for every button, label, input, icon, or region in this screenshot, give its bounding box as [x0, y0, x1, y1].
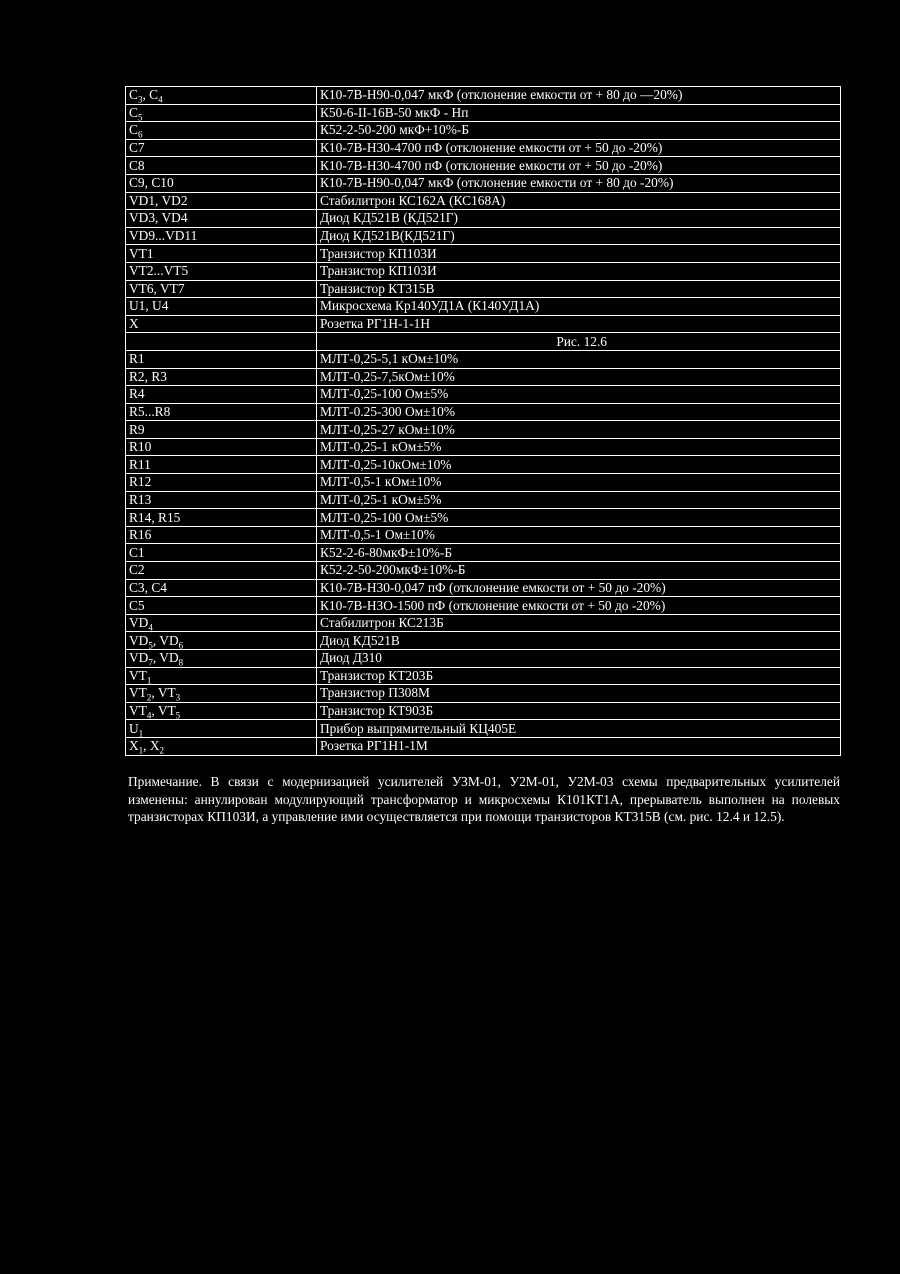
designation-cell: С5 — [126, 597, 317, 615]
table-row — [126, 597, 841, 615]
table-row — [126, 386, 841, 404]
table-row — [126, 210, 841, 228]
designation-cell: R13 — [126, 491, 317, 509]
part-cell: Транзистор КТ315В — [317, 280, 841, 298]
designation-cell: $VD_5$, $VD_6$ — [126, 632, 317, 650]
table-row — [126, 192, 841, 210]
part-cell: Диод КД521В (КД521Г) — [317, 210, 841, 228]
table-row — [126, 245, 841, 263]
designation-cell: R9 — [126, 421, 317, 439]
note-paragraph: Примечание. В связи с модернизацией усилителей УЗМ-01, У2М-01, У2М-03 схемы предварительных усилителей изменены: аннулирован модулирующий трансформатор и микросхемы К101КТ1А, прерыватель выполнен на полевых транзисторах КП103И, а управление ими осуществляется при помощи транзисторов КТ315В (см. рис. 12.4 и 12.5). — [128, 774, 840, 824]
table-row — [126, 526, 841, 544]
designation-cell: $X_1$, $X_2$ — [126, 737, 317, 755]
part-cell: МЛТ-0,25-100 Ом±5% — [317, 386, 841, 404]
part-cell: К52-2-50-200 мкФ+10%-Б — [317, 122, 841, 140]
part-cell: Микросхема Кр140УД1А (К140УД1А) — [317, 298, 841, 316]
table-row — [126, 368, 841, 386]
part-cell: К10-7В-Н30-4700 пФ (отклонение емкости от + 50 до -20%) — [317, 139, 841, 157]
designation-cell: R14, R15 — [126, 509, 317, 527]
designation-cell: R11 — [126, 456, 317, 474]
table-row — [126, 280, 841, 298]
part-cell: Розетка РГ1Н1-1М — [317, 737, 841, 755]
designation-cell: VT2...VT5 — [126, 262, 317, 280]
part-cell: К52-2-50-200мкФ±10%-Б — [317, 562, 841, 580]
part-cell: МЛТ-0,25-1 кОм±5% — [317, 491, 841, 509]
part-cell: МЛТ-0,5-1 кОм±10% — [317, 474, 841, 492]
part-cell: К10-7В-Н30-4700 пФ (отклонение емкости от + 50 до -20%) — [317, 157, 841, 175]
part-cell: Транзистор КП103И — [317, 245, 841, 263]
designation-cell: R2, R3 — [126, 368, 317, 386]
designation-cell: R1 — [126, 350, 317, 368]
designation-cell: VD3, VD4 — [126, 210, 317, 228]
figure-caption: Рис. 12.6 — [317, 333, 841, 351]
designation-cell: R5...R8 — [126, 403, 317, 421]
table-row — [126, 702, 841, 720]
part-cell: МЛТ-0,25-5,1 кОм±10% — [317, 350, 841, 368]
part-cell: Диод КД521В — [317, 632, 841, 650]
designation-cell: $VD_7$, $VD_8$ — [126, 650, 317, 668]
table-row — [126, 491, 841, 509]
designation-cell: $C_5$ — [126, 104, 317, 122]
designation-cell: R4 — [126, 386, 317, 404]
part-cell: К50-6-II-16В-50 мкФ - Нп — [317, 104, 841, 122]
table-row — [126, 139, 841, 157]
part-cell: МЛТ-0,25-7,5кОм±10% — [317, 368, 841, 386]
table-row — [126, 632, 841, 650]
designation-cell: VD1, VD2 — [126, 192, 317, 210]
table-row — [126, 685, 841, 703]
part-cell: МЛТ-0,25-1 кОм±5% — [317, 438, 841, 456]
table-row — [126, 262, 841, 280]
table-row — [126, 104, 841, 122]
designation-cell: C8 — [126, 157, 317, 175]
part-cell: Диод Д310 — [317, 650, 841, 668]
parts-table — [125, 86, 841, 756]
part-cell: К52-2-6-80мкФ±10%-Б — [317, 544, 841, 562]
designation-cell: VT6, VT7 — [126, 280, 317, 298]
table-row — [126, 667, 841, 685]
designation-cell: X — [126, 315, 317, 333]
table-row — [126, 737, 841, 755]
part-cell: Транзистор КТ203Б — [317, 667, 841, 685]
part-cell: К10-7В-НЗО-1500 пФ (отклонение емкости от + 50 до -20%) — [317, 597, 841, 615]
designation-cell: С3, С4 — [126, 579, 317, 597]
table-row — [126, 544, 841, 562]
part-cell: Транзистор КТ903Б — [317, 702, 841, 720]
designation-cell: VD9...VD11 — [126, 227, 317, 245]
part-cell: Стабилитрон КС162А (КС168А) — [317, 192, 841, 210]
parts-table-body — [126, 87, 841, 756]
table-row — [126, 474, 841, 492]
empty-cell — [126, 333, 317, 351]
table-row — [126, 174, 841, 192]
table-row — [126, 650, 841, 668]
designation-cell: C1 — [126, 544, 317, 562]
table-row — [126, 456, 841, 474]
table-row — [126, 720, 841, 738]
table-row — [126, 122, 841, 140]
part-cell: К10-7В-Н30-0,047 пФ (отклонение емкости от + 50 до -20%) — [317, 579, 841, 597]
part-cell: Транзистор КП103И — [317, 262, 841, 280]
part-cell: К10-7В-Н90-0,047 мкФ (отклонение емкости от + 80 до —20%) — [317, 87, 841, 105]
designation-cell: R10 — [126, 438, 317, 456]
table-row — [126, 350, 841, 368]
table-row — [126, 579, 841, 597]
part-cell: МЛТ-0,25-100 Ом±5% — [317, 509, 841, 527]
designation-cell: $C_6$ — [126, 122, 317, 140]
designation-cell: $U_1$ — [126, 720, 317, 738]
part-cell: МЛТ-0,25-10кОм±10% — [317, 456, 841, 474]
part-cell: Розетка РГ1Н-1-1Н — [317, 315, 841, 333]
designation-cell: VT1 — [126, 245, 317, 263]
part-cell: МЛТ-0,5-1 Ом±10% — [317, 526, 841, 544]
designation-cell: C2 — [126, 562, 317, 580]
designation-cell: $C_3$, $C_4$ — [126, 87, 317, 105]
table-row — [126, 157, 841, 175]
table-row — [126, 438, 841, 456]
table-row — [126, 227, 841, 245]
table-row — [126, 509, 841, 527]
designation-cell: С7 — [126, 139, 317, 157]
designation-cell: $VT_1$ — [126, 667, 317, 685]
figure-caption-row — [126, 333, 841, 351]
part-cell: Транзистор П308М — [317, 685, 841, 703]
table-row — [126, 315, 841, 333]
table-row — [126, 298, 841, 316]
table-row — [126, 87, 841, 105]
designation-cell: $VT_4$, $VT_5$ — [126, 702, 317, 720]
table-row — [126, 614, 841, 632]
designation-cell: R12 — [126, 474, 317, 492]
designation-cell: С9, С10 — [126, 174, 317, 192]
part-cell: Стабилитрон КС213Б — [317, 614, 841, 632]
designation-cell: R16 — [126, 526, 317, 544]
table-row — [126, 562, 841, 580]
designation-cell: $VT_2$, $VT_3$ — [126, 685, 317, 703]
part-cell: Диод КД521В(КД521Г) — [317, 227, 841, 245]
table-row — [126, 403, 841, 421]
part-cell: МЛТ-0,25-27 кОм±10% — [317, 421, 841, 439]
designation-cell: U1, U4 — [126, 298, 317, 316]
part-cell: МЛТ-0.25-300 Ом±10% — [317, 403, 841, 421]
part-cell: К10-7В-Н90-0,047 мкФ (отклонение емкости от + 80 до -20%) — [317, 174, 841, 192]
part-cell: Прибор выпрямительный КЦ405Е — [317, 720, 841, 738]
table-row — [126, 421, 841, 439]
designation-cell: $VD_4$ — [126, 614, 317, 632]
